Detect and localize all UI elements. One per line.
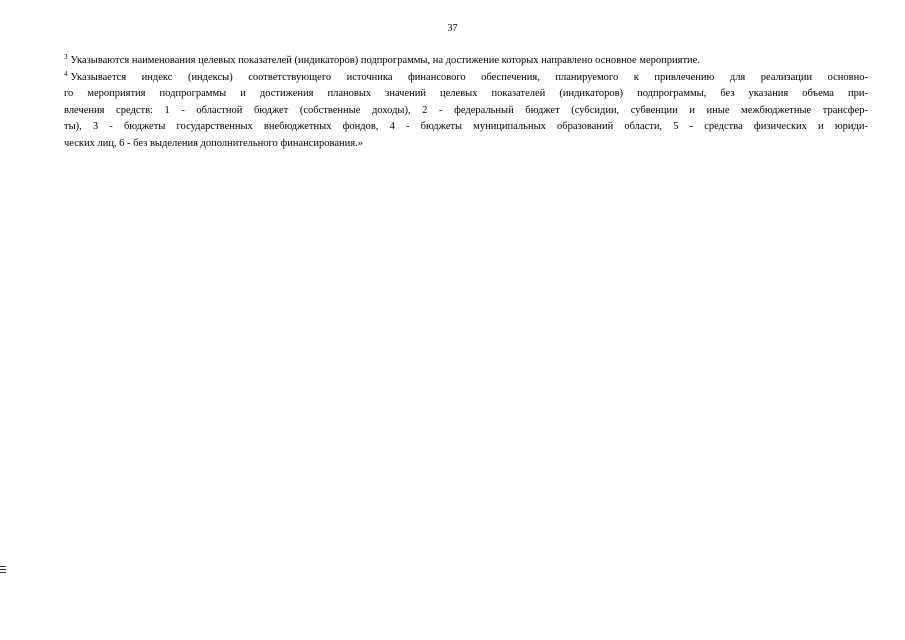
- margin-mark-icon: [0, 566, 6, 575]
- footnote-4: [64, 70, 868, 153]
- footnote-4-line-5: ческих лиц, 6 - без выделения дополнительного финансирования.»: [64, 137, 363, 149]
- footnotes: [64, 53, 868, 152]
- footnote-4-line-2: го мероприятия подпрограммы и достижения плановых значений целевых показателей (индикаторов) подпрограммы, без указания объема при-: [64, 88, 868, 99]
- footnote-4-line-1: $^4$ Указывается индекс (индексы) соответствующего источника финансового обеспечения, планируемого к привлечению для реализации основно-: [64, 69, 868, 83]
- footnote-3: [64, 53, 868, 70]
- footnote-3-line-1: $^3$ Указываются наименования целевых показателей (индикаторов) подпрограммы, на достижение которых направлено основное мероприятие.: [64, 53, 700, 66]
- page-number: 37: [447, 23, 458, 34]
- footnote-4-line-4: ты), 3 - бюджеты государственных внебюджетных фондов, 4 - бюджеты муниципальных образований области, 5 - средства физических и юриди-: [64, 121, 868, 132]
- footnote-4-mark: 4: [64, 69, 68, 78]
- footnote-3-mark: 3: [64, 53, 68, 61]
- footnote-4-line-3: влечения средств: 1 - областной бюджет (собственные доходы), 2 - федеральный бюджет (субсидии, субвенции и иные межбюджетные трансфер-: [64, 104, 868, 116]
